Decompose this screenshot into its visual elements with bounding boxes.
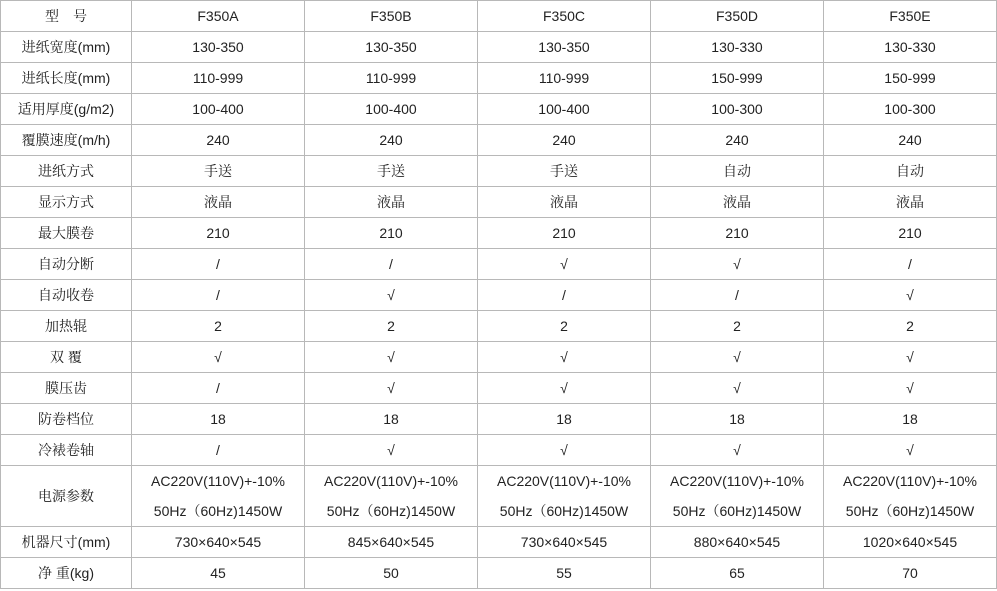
row-value: 130-350 [478, 32, 651, 63]
row-value: √ [478, 342, 651, 373]
table-row [1, 373, 997, 404]
power-voltage: AC220V(110V)+-10% [324, 473, 458, 489]
model-name-f350e: F350E [824, 1, 997, 32]
row-value: 730×640×545 [478, 527, 651, 558]
row-value: 70 [824, 558, 997, 589]
row-value: √ [824, 342, 997, 373]
row-value: 130-350 [132, 32, 305, 63]
power-voltage: AC220V(110V)+-10% [497, 473, 631, 489]
row-value: 液晶 [132, 187, 305, 218]
power-frequency: 50Hz（60Hz)1450W [672, 503, 802, 519]
row-value: √ [305, 435, 478, 466]
row-value: √ [651, 373, 824, 404]
row-value: 18 [478, 404, 651, 435]
row-value: 18 [824, 404, 997, 435]
header-row [1, 1, 997, 32]
row-value: 100-400 [132, 94, 305, 125]
table-row [1, 249, 997, 280]
row-value: 210 [651, 218, 824, 249]
table-row [1, 342, 997, 373]
row-value: 150-999 [824, 63, 997, 94]
row-value: √ [478, 435, 651, 466]
row-value: 2 [824, 311, 997, 342]
power-value [132, 466, 305, 527]
row-value: 110-999 [132, 63, 305, 94]
power-value [824, 466, 997, 527]
row-label: 适用厚度(g/m2) [1, 94, 132, 125]
row-label: 最大膜卷 [1, 218, 132, 249]
row-value: / [132, 280, 305, 311]
row-value: 210 [132, 218, 305, 249]
row-value: 液晶 [305, 187, 478, 218]
row-label: 加热辊 [1, 311, 132, 342]
table-row [1, 558, 997, 589]
row-value: √ [305, 280, 478, 311]
row-value: √ [824, 373, 997, 404]
row-value: 730×640×545 [132, 527, 305, 558]
header-label: 型 号 [1, 1, 132, 32]
row-value: √ [305, 373, 478, 404]
table-row [1, 435, 997, 466]
row-value: 1020×640×545 [824, 527, 997, 558]
table-row [1, 280, 997, 311]
row-value: / [478, 280, 651, 311]
table-row [1, 404, 997, 435]
row-label: 机器尺寸(mm) [1, 527, 132, 558]
row-value: / [824, 249, 997, 280]
row-value: 液晶 [478, 187, 651, 218]
row-value: 130-350 [305, 32, 478, 63]
table-row [1, 218, 997, 249]
row-value: 100-400 [478, 94, 651, 125]
row-label: 显示方式 [1, 187, 132, 218]
row-label: 进纸长度(mm) [1, 63, 132, 94]
row-value: √ [132, 342, 305, 373]
power-voltage: AC220V(110V)+-10% [843, 473, 977, 489]
row-value: 液晶 [824, 187, 997, 218]
row-value: 2 [305, 311, 478, 342]
table-row [1, 527, 997, 558]
row-value: 100-300 [824, 94, 997, 125]
power-frequency: 50Hz（60Hz)1450W [499, 503, 629, 519]
row-value: 18 [651, 404, 824, 435]
row-label: 膜压齿 [1, 373, 132, 404]
row-value: 手送 [305, 156, 478, 187]
table-row [1, 63, 997, 94]
power-voltage: AC220V(110V)+-10% [151, 473, 285, 489]
table-row [1, 311, 997, 342]
power-frequency: 50Hz（60Hz)1450W [153, 503, 283, 519]
table-row [1, 156, 997, 187]
row-label: 进纸宽度(mm) [1, 32, 132, 63]
row-value: 210 [478, 218, 651, 249]
power-frequency: 50Hz（60Hz)1450W [845, 503, 975, 519]
power-label: 电源参数 [1, 466, 132, 527]
row-value: 55 [478, 558, 651, 589]
row-value: / [132, 373, 305, 404]
row-value: 2 [132, 311, 305, 342]
row-value: 45 [132, 558, 305, 589]
row-value: √ [305, 342, 478, 373]
model-name-f350a: F350A [132, 1, 305, 32]
model-name-f350d: F350D [651, 1, 824, 32]
row-value: 150-999 [651, 63, 824, 94]
row-value: 240 [478, 125, 651, 156]
row-label: 冷裱卷轴 [1, 435, 132, 466]
row-value: √ [651, 342, 824, 373]
row-value: 自动 [824, 156, 997, 187]
table-row [1, 94, 997, 125]
row-label: 覆膜速度(m/h) [1, 125, 132, 156]
row-value: √ [478, 249, 651, 280]
row-value: / [305, 249, 478, 280]
row-value: 240 [305, 125, 478, 156]
row-value: 100-300 [651, 94, 824, 125]
row-value: 110-999 [478, 63, 651, 94]
row-value: √ [651, 249, 824, 280]
row-value: √ [651, 435, 824, 466]
row-value: 240 [651, 125, 824, 156]
row-value: 880×640×545 [651, 527, 824, 558]
row-value: 18 [132, 404, 305, 435]
row-value: 210 [824, 218, 997, 249]
row-value: 130-330 [651, 32, 824, 63]
row-value: 130-330 [824, 32, 997, 63]
row-label: 自动收卷 [1, 280, 132, 311]
row-value: 50 [305, 558, 478, 589]
row-value: 2 [478, 311, 651, 342]
power-value [651, 466, 824, 527]
row-value: 自动 [651, 156, 824, 187]
row-value: 100-400 [305, 94, 478, 125]
row-value: 液晶 [651, 187, 824, 218]
row-label: 净 重(kg) [1, 558, 132, 589]
row-value: √ [824, 280, 997, 311]
row-label: 防卷档位 [1, 404, 132, 435]
row-value: 2 [651, 311, 824, 342]
power-value [305, 466, 478, 527]
row-value: / [651, 280, 824, 311]
power-value [478, 466, 651, 527]
model-name-f350c: F350C [478, 1, 651, 32]
power-row [1, 466, 997, 527]
row-value: 手送 [478, 156, 651, 187]
row-value: 240 [824, 125, 997, 156]
power-frequency: 50Hz（60Hz)1450W [326, 503, 456, 519]
table-row [1, 125, 997, 156]
row-label: 进纸方式 [1, 156, 132, 187]
row-value: 240 [132, 125, 305, 156]
table-row [1, 187, 997, 218]
row-value: √ [478, 373, 651, 404]
row-label: 自动分断 [1, 249, 132, 280]
row-value: / [132, 249, 305, 280]
model-name-f350b: F350B [305, 1, 478, 32]
row-value: 210 [305, 218, 478, 249]
row-value: √ [824, 435, 997, 466]
power-voltage: AC220V(110V)+-10% [670, 473, 804, 489]
row-label: 双 覆 [1, 342, 132, 373]
row-value: 845×640×545 [305, 527, 478, 558]
row-value: 110-999 [305, 63, 478, 94]
table-row [1, 32, 997, 63]
row-value: 18 [305, 404, 478, 435]
row-value: 手送 [132, 156, 305, 187]
row-value: 65 [651, 558, 824, 589]
row-value: / [132, 435, 305, 466]
